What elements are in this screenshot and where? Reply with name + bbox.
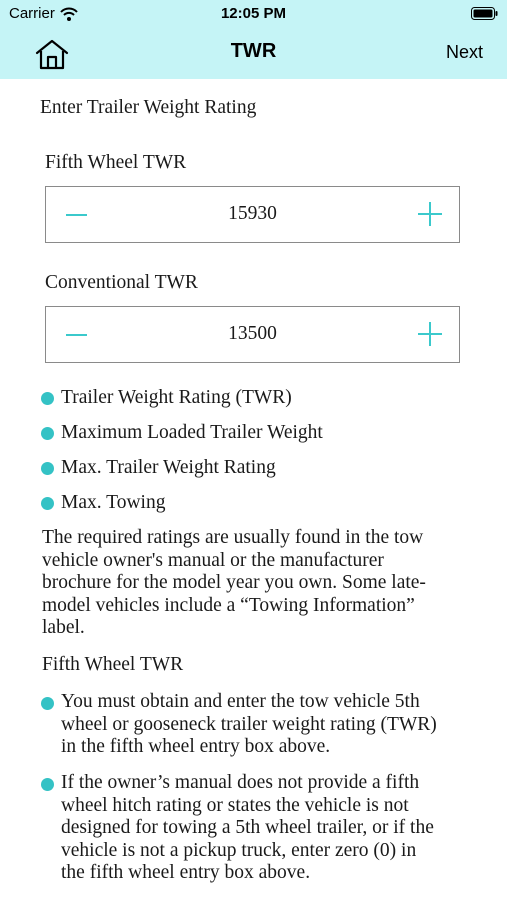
bullet-icon	[41, 462, 54, 475]
battery-icon	[471, 7, 498, 20]
nav-title: TWR	[230, 40, 277, 62]
note-line: in the fifth wheel entry box above.	[61, 736, 331, 757]
info-line: label.	[42, 617, 85, 638]
term-item: Max. Towing	[61, 492, 166, 513]
bullet-icon	[41, 497, 54, 510]
fifth-wheel-stepper	[45, 186, 460, 243]
bullet-icon	[41, 697, 54, 710]
note-line: vehicle is not a pickup truck, enter zero (0) in	[61, 839, 417, 861]
info-line: vehicle owner's manual or the manufacturer	[42, 549, 384, 571]
bullet-icon	[41, 392, 54, 405]
note-item	[61, 772, 434, 885]
note-line: wheel or gooseneck trailer weight rating (TWR)	[61, 713, 437, 735]
status-bar	[0, 0, 507, 28]
conventional-stepper	[45, 306, 460, 363]
fifth-wheel-increment-button[interactable]	[417, 201, 443, 227]
note-line: designed for towing a 5th wheel trailer, or if the	[61, 817, 434, 838]
note-item	[61, 691, 437, 759]
conventional-increment-button[interactable]	[417, 321, 443, 347]
note-line: If the owner’s manual does not provide a fifth	[61, 772, 420, 793]
term-item: Trailer Weight Rating (TWR)	[61, 387, 292, 408]
info-paragraph	[42, 527, 426, 640]
bullet-icon	[41, 427, 54, 440]
carrier-label: Carrier	[9, 5, 55, 22]
fifth-wheel-label: Fifth Wheel TWR	[45, 152, 187, 173]
info-line: The required ratings are usually found in the tow	[42, 527, 424, 548]
conventional-label: Conventional TWR	[45, 272, 198, 293]
info-line: brochure for the model year you own. Some late-	[42, 572, 426, 593]
info-line: model vehicles include a “Towing Information”	[42, 594, 415, 616]
term-item: Maximum Loaded Trailer Weight	[61, 422, 323, 443]
term-item: Max. Trailer Weight Rating	[61, 457, 276, 478]
note-line: wheel hitch rating or states the vehicle is not	[61, 794, 409, 816]
form-heading: Enter Trailer Weight Rating	[40, 97, 257, 118]
app-header	[0, 0, 507, 79]
bullet-icon	[41, 778, 54, 791]
conventional-value[interactable]: 13500	[228, 323, 277, 344]
note-line: You must obtain and enter the tow vehicle 5th	[61, 691, 420, 712]
fifth-wheel-value[interactable]: 15930	[228, 203, 277, 224]
fifth-wheel-section-heading: Fifth Wheel TWR	[42, 654, 184, 675]
note-line: the fifth wheel entry box above.	[61, 862, 311, 883]
nav-bar	[0, 28, 507, 79]
next-button[interactable]: Next	[445, 42, 483, 62]
status-time: 12:05 PM	[220, 5, 287, 22]
